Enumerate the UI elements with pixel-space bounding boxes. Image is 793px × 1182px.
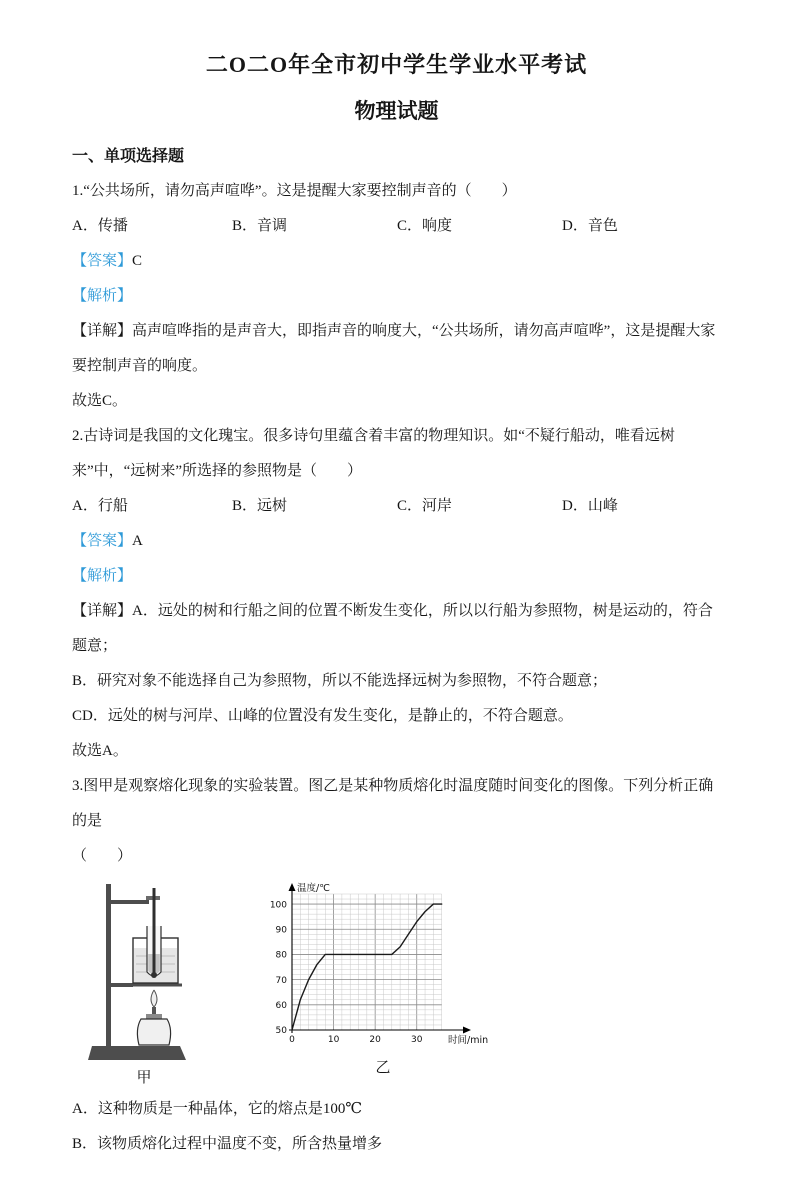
svg-text:20: 20 — [369, 1035, 381, 1045]
stand-rod — [106, 884, 111, 1047]
svg-text:10: 10 — [327, 1035, 340, 1045]
question-3-option-b: B．该物质熔化过程中温度不变，所含热量增多 — [72, 1136, 383, 1152]
answer-label: 【答案】 — [72, 253, 133, 269]
lamp-body — [137, 1019, 170, 1045]
question-3-stem-parentheses: （ ） — [72, 848, 133, 864]
figure-yi-label: 乙 — [375, 1060, 391, 1076]
figure-jia-block — [84, 880, 204, 1088]
doc-title: 二O二O年全市初中学生学业水平考试 — [205, 52, 588, 77]
stand-base — [88, 1046, 186, 1060]
question-2 — [72, 419, 721, 769]
svg-text:100: 100 — [269, 900, 287, 911]
question-2-option-d: D．山峰 — [562, 498, 618, 514]
lamp-cap — [146, 1014, 162, 1019]
doc-subtitle: 物理试题 — [354, 99, 439, 123]
question-1-stem: 1.“公共场所，请勿高声喧哗”。这是提醒大家要控制声音的（ ） — [72, 183, 517, 199]
question-1-option-d: D．音色 — [562, 218, 618, 234]
question-1-options — [72, 209, 721, 244]
question-3-option-a: A．这种物质是一种晶体，它的熔点是100℃ — [72, 1101, 363, 1117]
analysis-label: 【解析】 — [72, 288, 133, 304]
melting-curve-chart — [252, 880, 514, 1056]
thermometer-bulb — [151, 972, 157, 978]
detail-label: 【详解】 — [72, 603, 133, 619]
question-1-option-a: A．传播 — [72, 218, 128, 234]
detail-text: A．远处的树和行船之间的位置不断发生变化，所以以行船为参照物，树是运动的，符合题意； — [72, 603, 713, 654]
answer-label: 【答案】 — [72, 533, 133, 549]
section-heading: 一、单项选择题 — [72, 148, 185, 165]
question-2-answer-line — [72, 524, 721, 559]
svg-text:0: 0 — [289, 1035, 295, 1045]
answer-value: A — [132, 533, 143, 549]
analysis-label: 【解析】 — [72, 568, 133, 584]
question-2-detail-cd: CD．远处的树与河岸、山峰的位置没有发生变化，是静止的，不符合题意。 — [72, 708, 573, 724]
question-2-option-c: C．河岸 — [397, 498, 453, 514]
question-2-detail-b: B．研究对象不能选择自己为参照物，所以不能选择远树为参照物，不符合题意； — [72, 673, 608, 689]
question-1-answer-line — [72, 244, 721, 279]
svg-text:30: 30 — [411, 1035, 423, 1045]
wick — [152, 1007, 156, 1014]
question-1-detail — [72, 314, 721, 384]
svg-text:60: 60 — [275, 1001, 287, 1012]
detail-text: 高声喧哗指的是声音大，即指声音的响度大，“公共场所，请勿高声喧哗”，这是提醒大家要控制声音的响度。 — [72, 323, 716, 374]
question-1-option-b: B．音调 — [232, 218, 288, 234]
svg-text:80: 80 — [275, 950, 287, 961]
question-2-conclusion: 故选A。 — [72, 743, 128, 759]
question-3 — [72, 769, 721, 1162]
question-1 — [72, 174, 721, 419]
svg-text:90: 90 — [275, 925, 287, 936]
apparatus-figure — [84, 880, 204, 1066]
figure-yi-block — [252, 880, 514, 1078]
clamp-arm-top — [111, 900, 149, 904]
thermometer — [153, 888, 156, 974]
flame — [151, 990, 157, 1007]
detail-label: 【详解】 — [72, 323, 133, 339]
svg-text:温度/℃: 温度/℃ — [297, 883, 330, 894]
svg-text:70: 70 — [275, 975, 287, 986]
question-1-conclusion: 故选C。 — [72, 393, 128, 409]
question-2-stem: 2.古诗词是我国的文化瑰宝。很多诗句里蕴含着丰富的物理知识。如“不疑行船动，唯看远树来”中，“远树来”所选择的参照物是（ ） — [72, 428, 675, 479]
question-3-stem: 3.图甲是观察熔化现象的实验装置。图乙是某种物质熔化时温度随时间变化的图像。下列分析正确的是 — [72, 778, 714, 829]
svg-text:时间/min: 时间/min — [448, 1035, 489, 1046]
question-2-detail-a — [72, 594, 721, 664]
question-2-analysis-line — [72, 559, 721, 594]
question-1-analysis-line — [72, 279, 721, 314]
question-2-option-a: A．行船 — [72, 498, 128, 514]
figure-jia-label: 甲 — [136, 1070, 152, 1086]
question-2-options — [72, 489, 721, 524]
answer-value: C — [132, 253, 143, 269]
question-2-option-b: B．远树 — [232, 498, 288, 514]
svg-text:50: 50 — [275, 1026, 287, 1037]
iron-ring — [129, 984, 182, 987]
question-1-option-c: C．响度 — [397, 218, 453, 234]
question-3-figures — [84, 880, 721, 1088]
